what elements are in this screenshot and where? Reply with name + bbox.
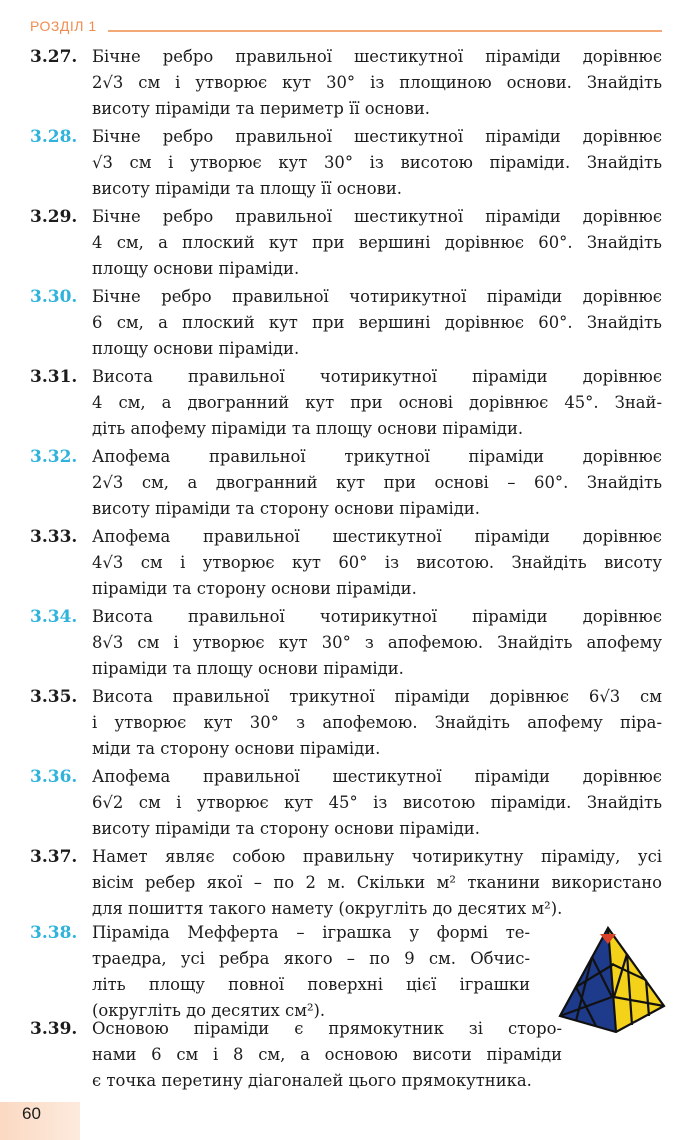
problem-text	[92, 364, 662, 442]
problem-number: 3.27.	[30, 47, 78, 67]
problem-item	[30, 204, 662, 282]
problem-line: піраміди та площу основи піраміди.	[92, 659, 404, 678]
problem-line: діть апофему піраміди та площу основи піраміди.	[92, 419, 524, 438]
problem-line: Висота правильної трикутної піраміди дорівнює 6√3 см	[92, 687, 662, 706]
problem-number: 3.32.	[30, 447, 78, 467]
problem-item	[30, 284, 662, 362]
problem-line: міди та сторону основи піраміди.	[92, 739, 381, 758]
problem-line: 6√2 см і утворює кут 45° із висотою піраміди. Знайдіть	[92, 793, 662, 812]
problem-line: і утворює кут 30° з апофемою. Знайдіть апофему піра-	[92, 713, 662, 732]
header-rule	[108, 30, 662, 32]
problem-line: піраміди та сторону основи піраміди.	[92, 579, 417, 598]
problem-text	[92, 124, 662, 202]
problem-line: Бічне ребро правильної чотирикутної піраміди дорівнює	[92, 287, 662, 306]
problem-line: Апофема правильної шестикутної піраміди дорівнює	[92, 767, 662, 786]
problem-line: 2√3 см і утворює кут 30° із площиною основи. Знайдіть	[92, 73, 662, 92]
section-label: РОЗДІЛ 1	[30, 18, 97, 34]
problem-line: 4√3 см і утворює кут 60° із висотою. Знайдіть висоту	[92, 553, 662, 572]
pyramid-toy-image	[556, 924, 666, 1034]
problem-line: висоту піраміди та сторону основи піраміди.	[92, 499, 480, 518]
problem-line: Основою піраміди є прямокутник зі сторо-	[92, 1019, 562, 1038]
problem-line: висоту піраміди та сторону основи піраміди.	[92, 819, 480, 838]
problem-item	[30, 364, 662, 442]
problem-number: 3.30.	[30, 287, 78, 307]
section-header	[30, 14, 662, 38]
problem-text	[92, 44, 662, 122]
problem-line: Апофема правильної трикутної піраміди дорівнює	[92, 447, 662, 466]
problem-number: 3.29.	[30, 207, 78, 227]
problem-number: 3.37.	[30, 847, 78, 867]
problem-item	[30, 524, 662, 602]
problem-number: 3.38.	[30, 923, 78, 943]
problem-text	[92, 524, 662, 602]
problem-number: 3.34.	[30, 607, 78, 627]
problem-line: Намет являє собою правильну чотирикутну піраміду, усі	[92, 847, 662, 866]
problem-text	[92, 284, 662, 362]
problem-item	[30, 604, 662, 682]
problem-text	[92, 684, 662, 762]
problem-number: 3.28.	[30, 127, 78, 147]
problem-line: площу основи піраміди.	[92, 259, 300, 278]
problem-item	[30, 764, 662, 842]
problem-number: 3.35.	[30, 687, 78, 707]
problem-text	[92, 844, 662, 922]
problem-item	[30, 44, 662, 122]
problem-text	[92, 444, 662, 522]
problem-line: вісім ребер якої – по 2 м. Скільки м² тканини використано	[92, 873, 662, 892]
problem-number: 3.39.	[30, 1019, 78, 1039]
problem-line: Висота правильної чотирикутної піраміди дорівнює	[92, 607, 662, 626]
problem-line: Бічне ребро правильної шестикутної піраміди дорівнює	[92, 47, 662, 66]
problem-text	[92, 920, 530, 1024]
problem-line: Висота правильної чотирикутної піраміди дорівнює	[92, 367, 662, 386]
problem-line: є точка перетину діагоналей цього прямокутника.	[92, 1071, 532, 1090]
problem-line: траедра, усі ребра якого – по 9 см. Обчис-	[92, 949, 530, 968]
problem-line: √3 см і утворює кут 30° із висотою піраміди. Знайдіть	[92, 153, 662, 172]
problem-item	[30, 444, 662, 522]
problem-line: 4 см, а плоский кут при вершині дорівнює 60°. Знайдіть	[92, 233, 662, 252]
problem-item	[30, 124, 662, 202]
problem-line: для пошиття такого намету (округліть до десятих м²).	[92, 899, 563, 918]
problem-line: висоту піраміди та площу її основи.	[92, 179, 403, 198]
problem-line: (округліть до десятих см²).	[92, 1001, 326, 1020]
problem-number: 3.36.	[30, 767, 78, 787]
problem-text	[92, 204, 662, 282]
page-number: 60	[22, 1104, 41, 1123]
problem-item	[30, 684, 662, 762]
problem-line: 4 см, а двогранний кут при основі дорівнює 45°. Знай-	[92, 393, 662, 412]
problem-line: Бічне ребро правильної шестикутної піраміди дорівнює	[92, 207, 662, 226]
problem-item	[30, 844, 662, 922]
problem-number: 3.33.	[30, 527, 78, 547]
problem-line: 6 см, а плоский кут при вершині дорівнює 60°. Знайдіть	[92, 313, 662, 332]
problem-line: 8√3 см і утворює кут 30° з апофемою. Знайдіть апофему	[92, 633, 662, 652]
problem-text	[92, 764, 662, 842]
problem-line: Апофема правильної шестикутної піраміди дорівнює	[92, 527, 662, 546]
problem-line: літь площу повної поверхні цієї іграшки	[92, 975, 530, 994]
problem-line: 2√3 см, а двогранний кут при основі – 60°. Знайдіть	[92, 473, 662, 492]
problem-line: висоту піраміди та периметр її основи.	[92, 99, 430, 118]
problem-line: площу основи піраміди.	[92, 339, 300, 358]
problem-number: 3.31.	[30, 367, 78, 387]
problem-line: нами 6 см і 8 см, а основою висоти піраміди	[92, 1045, 562, 1064]
problem-line: Бічне ребро правильної шестикутної піраміди дорівнює	[92, 127, 662, 146]
problem-line: Піраміда Мефферта – іграшка у формі те-	[92, 923, 530, 942]
problem-text	[92, 604, 662, 682]
